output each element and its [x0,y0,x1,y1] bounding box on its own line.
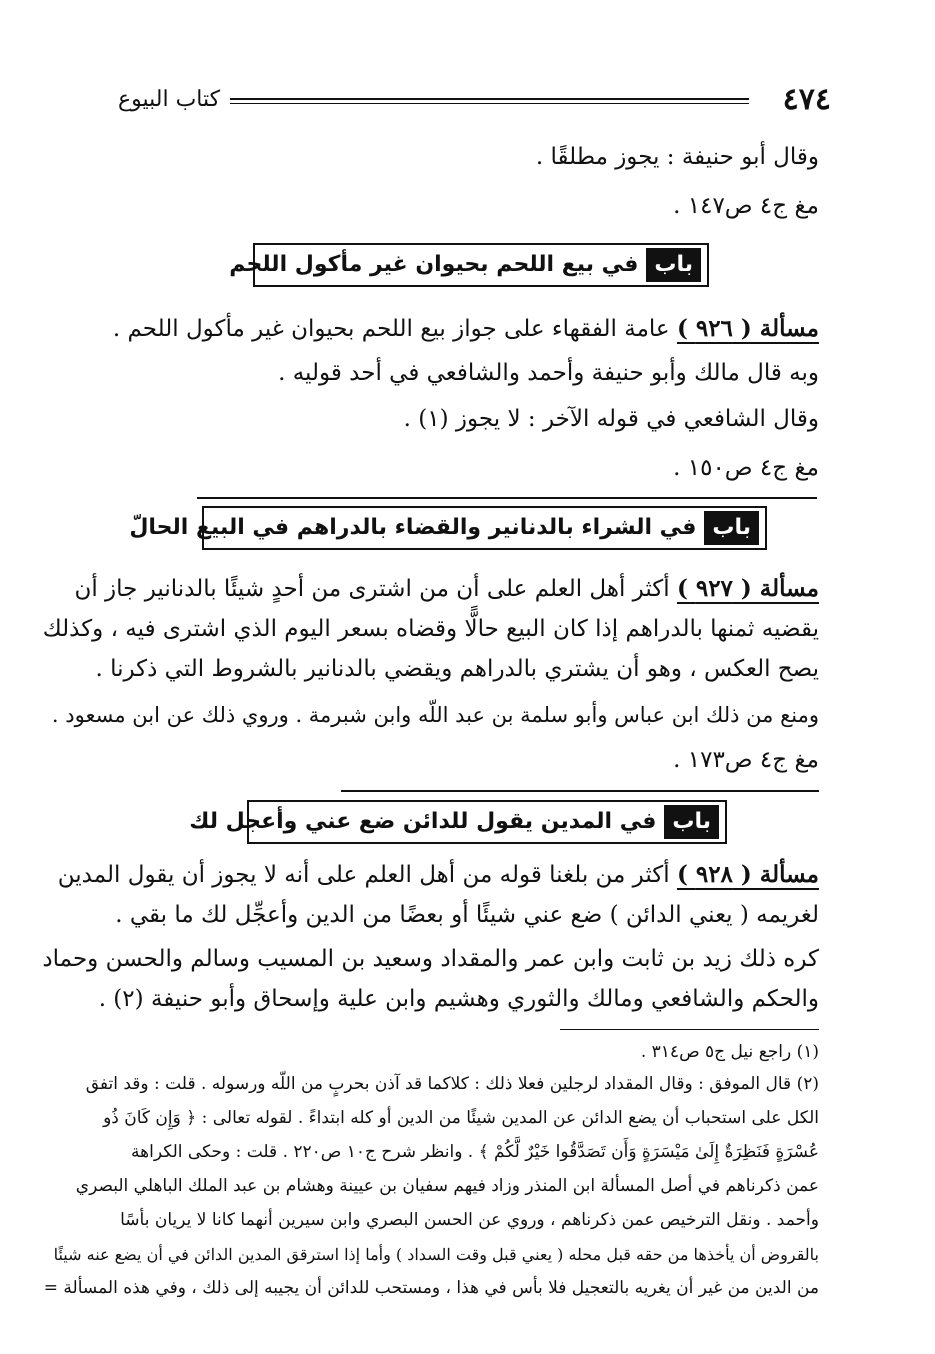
chapter-heading [189,800,727,844]
text-line: وبه قال مالك وأبو حنيفة وأحمد والشافعي في أحد قوليه . [278,360,819,386]
source-reference: مغ ج٤ ص١٥٠ . [673,455,819,481]
text-line: يقضيه ثمنها بالدراهم إذا كان البيع حالًّا وقضاه بسعر اليوم الذي اشترى فيه ، وكذلك [42,616,819,642]
source-reference: مغ ج٤ ص١٧٣ . [673,747,819,773]
book-title: كتاب البيوع [118,87,221,112]
chapter-tag: باب [664,805,719,839]
chapter-heading [229,243,709,287]
footnote-line: الكل على استحباب أن يضع الدائن عن المدين شيئًا من الدين أو كله ابتداءً . لقوله تعالى : ﴿ وَإِن كَانَ ذُو [103,1108,819,1128]
chapter-title: في بيع اللحم بحيوان غير مأكول اللحم [229,252,639,277]
footnote-separator [560,1029,819,1030]
masala-label: مسألة ( ٩٢٧ ) [676,575,819,602]
header-rule [230,98,749,104]
masala-line [112,312,819,346]
footnote-line: (٢) قال الموفق : وقال المقداد لرجلين فعلا ذلك : كلاكما قد آذن بحربٍ من اللّه ورسوله . قلت : وقد اتفق [85,1074,819,1094]
text-line: ومنع من ذلك ابن عباس وأبو سلمة بن عبد اللّه وابن شبرمة . وروي ذلك عن ابن مسعود . [51,703,819,727]
masala-line [57,858,819,892]
text-line: والحكم والشافعي ومالك والثوري وهشيم وابن علية وإسحاق وأبو حنيفة (٢) . [98,986,819,1012]
footnote-line: من الدين من غير أن يغريه بالتعجيل فلا بأس في هذا ، ومستحب للدائن أن يجيبه إلى ذلك ، وفي هذه المسألة = [43,1278,819,1298]
text-line: لغريمه ( يعني الدائن ) ضع عني شيئًا أو بعضًا من الدين وأعجِّل لك ما بقي . [115,902,819,928]
footnote: (١) راجع نيل ج٥ ص٣١٤ . [640,1042,819,1062]
footnote-line: وأحمد . ونقل الترخيص عمن ذكرناهم ، وروي عن الحسن البصري وابن سيرين أنهما كانا لا يريان بأسًا [120,1210,819,1230]
section-rule [341,790,819,792]
section-rule [197,497,817,499]
source-reference: مغ ج٤ ص١٤٧ . [673,193,819,219]
chapter-heading [129,506,767,550]
running-header [118,80,831,120]
footnote-line: عُسْرَةٍ فَنَظِرَةٌ إِلَىٰ مَيْسَرَةٍ وَأَن تَصَدَّقُوا خَيْرٌ لَّكُمْ ﴾ . وانظر شرح ج١٠ ص٢٢٠ . قلت : وحكى الكراهة [131,1142,819,1162]
page-number: ٤٧٤ [782,82,831,117]
masala-text: عامة الفقهاء على جواز بيع اللحم بحيوان غير مأكول اللحم . [112,316,670,342]
masala-text: أكثر أهل العلم على أن من اشترى من أحدٍ شيئًا بالدنانير جاز أن [74,576,670,602]
text-line: وقال أبو حنيفة : يجوز مطلقًا . [535,144,819,170]
chapter-title: في المدين يقول للدائن ضع عني وأعجل لك [189,809,657,834]
chapter-tag: باب [704,511,759,545]
text-line: وقال الشافعي في قوله الآخر : لا يجوز (١) . [403,406,819,432]
footnote-line: عمن ذكرناهم في أصل المسألة ابن المنذر وزاد فيهم سفيان بن عيينة وهشام بن عبد الملك الباهلي البصري [75,1176,819,1196]
masala-label: مسألة ( ٩٢٦ ) [676,315,819,342]
masala-line [74,572,819,606]
chapter-tag: باب [646,248,701,282]
footnote-line: بالقروض أن يأخذها من حقه قبل محله ( يعني قبل وقت السداد ) وأما إذا استرقق المدين الدائن في أن يضع عنه شيئًا [53,1245,819,1264]
masala-text: أكثر من بلغنا قوله من أهل العلم على أنه لا يجوز أن يقول المدين [57,862,670,888]
text-line: كره ذلك زيد بن ثابت وابن عمر والمقداد وسعيد بن المسيب وسالم والحسن وحماد [42,946,819,972]
text-line: يصح العكس ، وهو أن يشتري بالدراهم ويقضي بالدنانير بالشروط التي ذكرنا . [95,656,819,682]
chapter-title: في الشراء بالدنانير والقضاء بالدراهم في البيع الحالّ [129,515,697,540]
masala-label: مسألة ( ٩٢٨ ) [676,861,819,888]
